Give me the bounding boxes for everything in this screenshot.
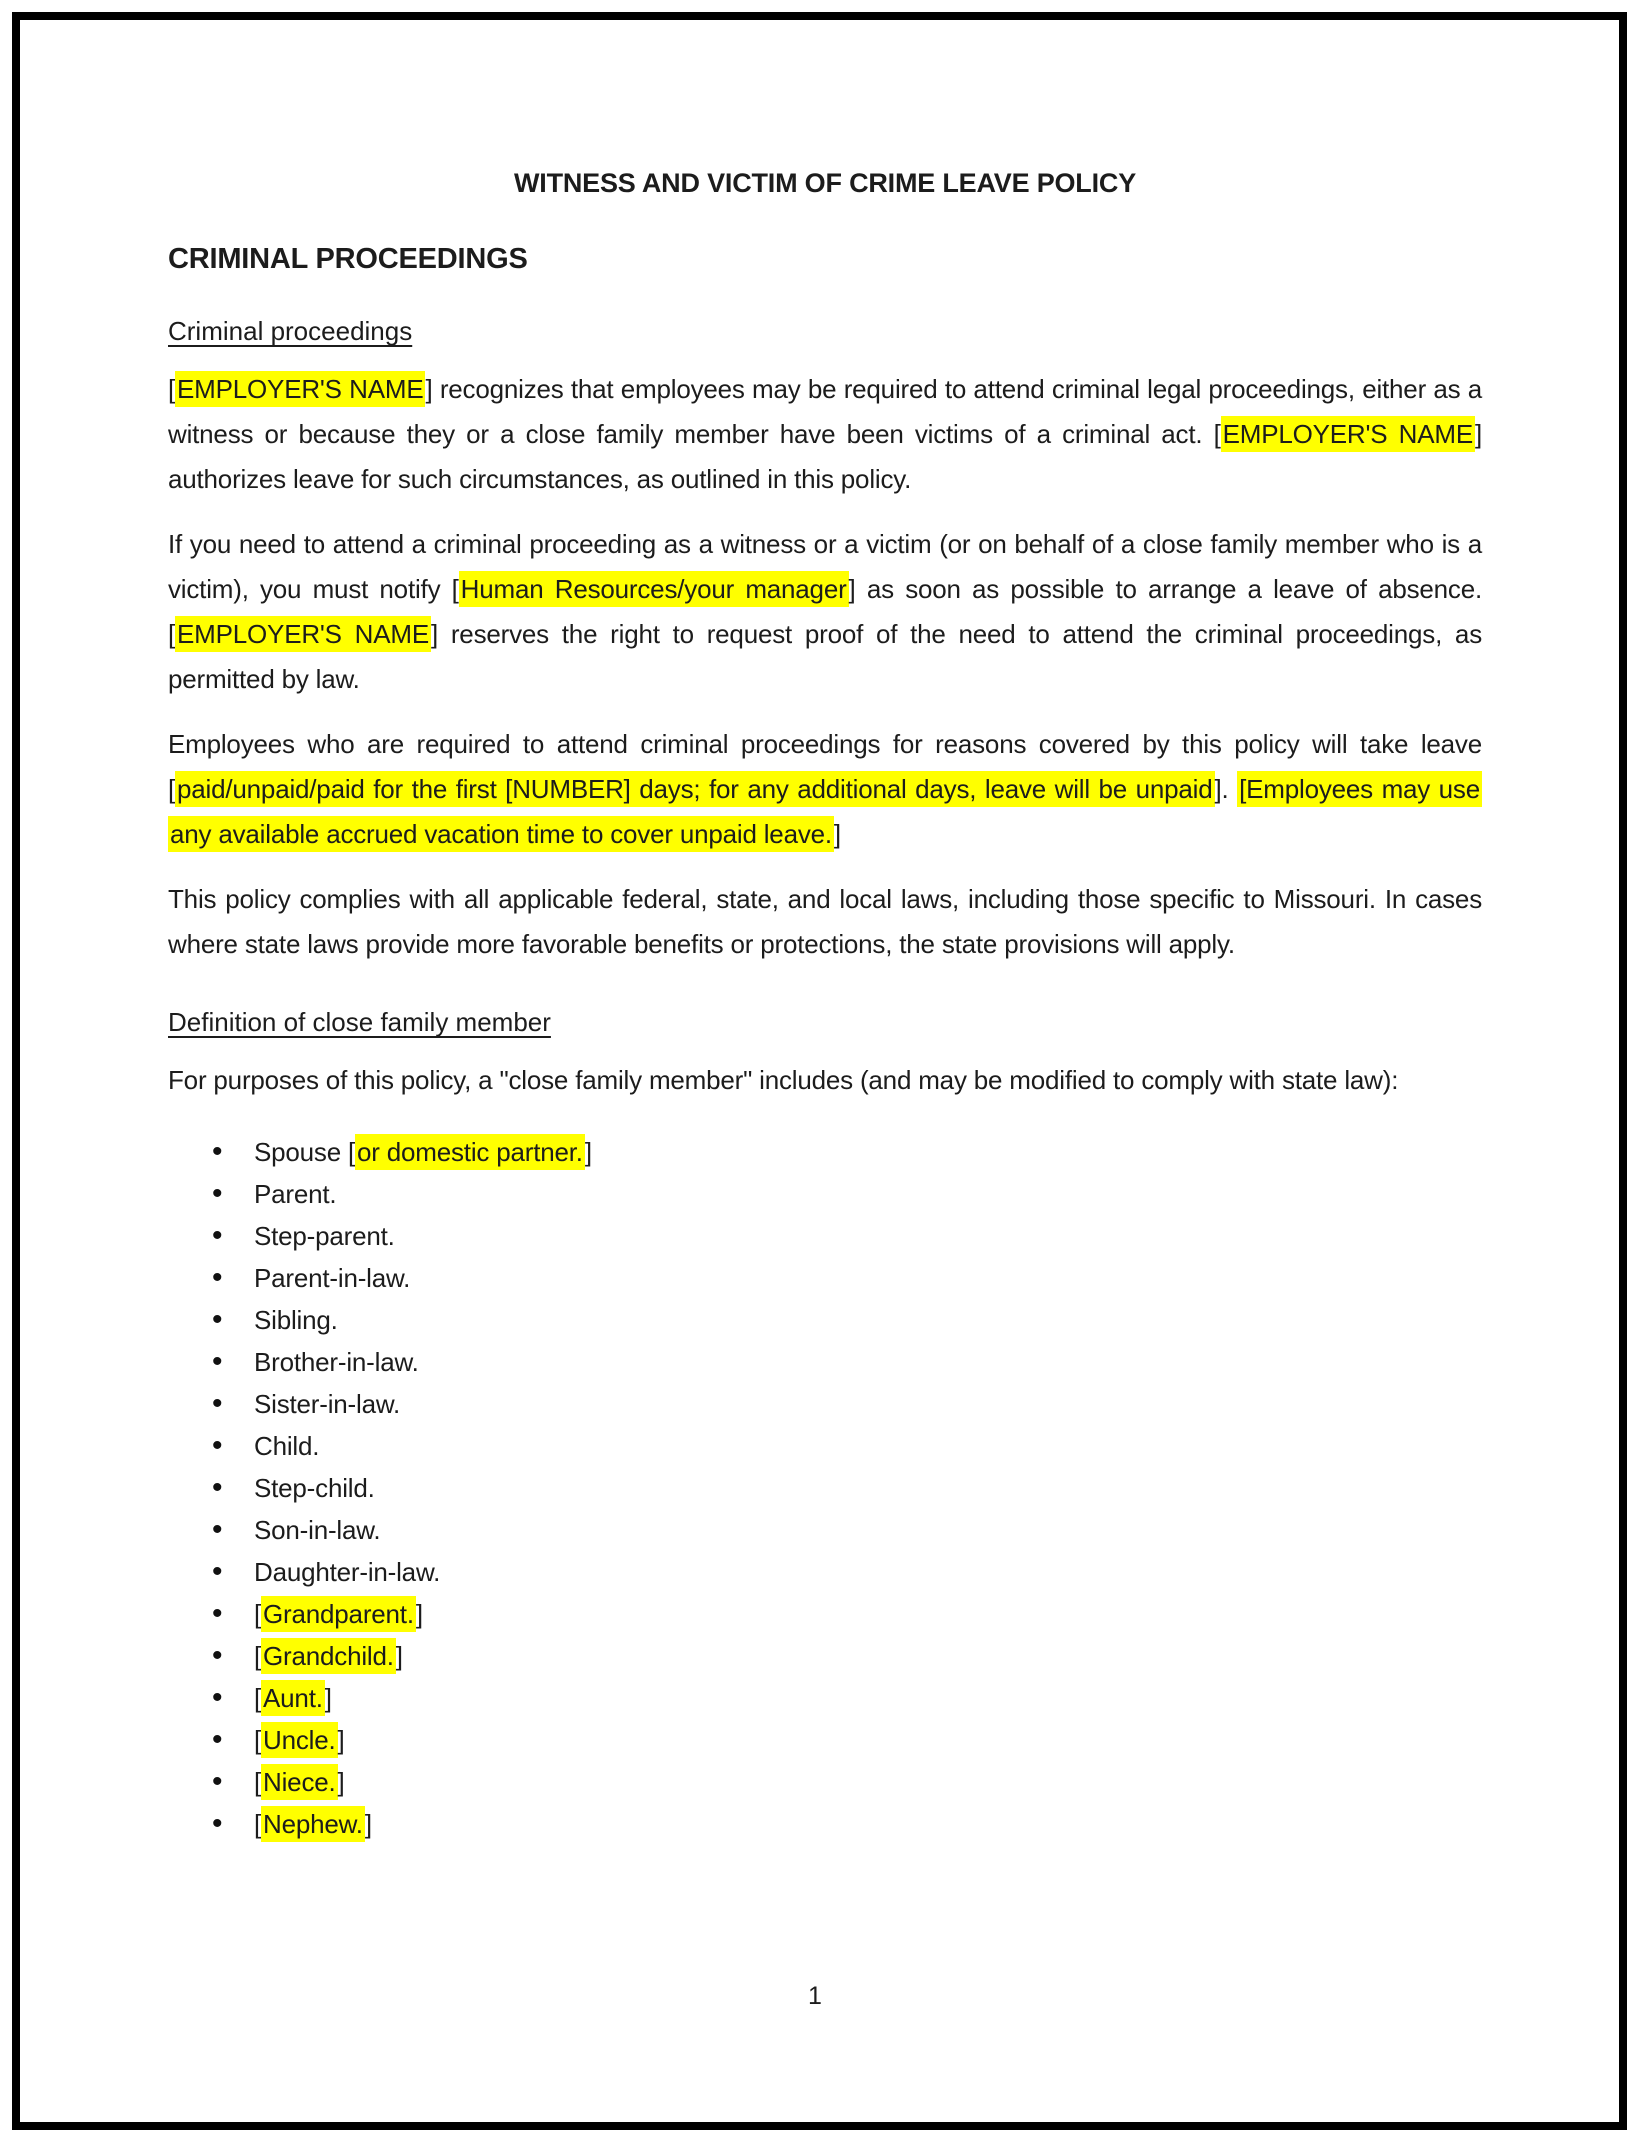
list-item <box>168 1551 1482 1593</box>
text-segment: Parent-in-law. <box>254 1263 411 1293</box>
list-item <box>168 1635 1482 1677</box>
document-title: WITNESS AND VICTIM OF CRIME LEAVE POLICY <box>513 168 1137 198</box>
text-segment: ] <box>833 819 841 849</box>
section-heading: CRIMINAL PROCEEDINGS <box>168 243 528 275</box>
text-segment: ] <box>415 1599 423 1629</box>
list-item <box>168 1677 1482 1719</box>
highlighted-text: Grandparent. <box>261 1596 416 1632</box>
highlighted-text: Nephew. <box>261 1806 365 1842</box>
text-segment: [ <box>254 1725 262 1755</box>
list-item <box>168 1719 1482 1761</box>
text-segment: If you need to attend a criminal proceeding as a witness or a victim (or on behalf of a close family member who is a victim), you must notify [ <box>168 529 1482 604</box>
paragraph-notify-requirements <box>168 522 1482 702</box>
highlighted-text: EMPLOYER'S NAME <box>175 371 425 407</box>
text-segment: Child. <box>254 1431 320 1461</box>
text-segment: ] <box>584 1137 592 1167</box>
text-segment: Son-in-law. <box>254 1515 381 1545</box>
text-segment: [ <box>254 1767 262 1797</box>
text-segment: [ <box>254 1683 262 1713</box>
paragraph-definition-intro <box>168 1058 1482 1103</box>
text-segment: Sibling. <box>254 1305 338 1335</box>
list-item <box>168 1593 1482 1635</box>
text-segment: ] authorizes leave for such circumstances, as outlined in this policy. <box>168 419 1482 494</box>
list-item <box>168 1509 1482 1551</box>
family-member-list <box>168 1131 1482 1845</box>
page-number: 1 <box>808 1982 822 2010</box>
highlighted-text: Grandchild. <box>261 1638 396 1674</box>
list-item <box>168 1215 1482 1257</box>
paragraph-employer-recognizes <box>168 367 1482 502</box>
list-item <box>168 1467 1482 1509</box>
highlighted-text: or domestic partner. <box>355 1134 585 1170</box>
text-segment: [ <box>254 1599 262 1629</box>
text-segment: Sister-in-law. <box>254 1389 401 1419</box>
list-item <box>168 1383 1482 1425</box>
text-segment: ] reserves the right to request proof of the need to attend the criminal proceedings, as permitted by law. <box>168 619 1482 694</box>
list-item <box>168 1341 1482 1383</box>
subheading-criminal-proceedings: Criminal proceedings <box>168 316 413 346</box>
text-segment: ] <box>364 1809 372 1839</box>
text-segment: Parent. <box>254 1179 337 1209</box>
highlighted-text: paid/unpaid/paid for the first [NUMBER] days; for any additional days, leave will be unpaid <box>175 771 1214 807</box>
highlighted-text: Aunt. <box>261 1680 325 1716</box>
paragraph-law-compliance <box>168 877 1482 967</box>
list-item <box>168 1257 1482 1299</box>
text-segment: This policy complies with all applicable federal, state, and local laws, including those specific to Missouri. In cases where state laws provide more favorable benefits or protections, the state provisions will apply. <box>168 884 1482 959</box>
text-segment: [ <box>168 374 176 404</box>
list-item <box>168 1425 1482 1467</box>
text-segment: ] recognizes that employees may be required to attend criminal legal proceedings, either as a witness or because they or a close family member have been victims of a criminal act. [ <box>168 374 1482 449</box>
highlighted-text: Human Resources/your manager <box>459 571 849 607</box>
text-segment: [ <box>254 1641 262 1671</box>
text-segment: Daughter-in-law. <box>254 1557 441 1587</box>
list-item <box>168 1761 1482 1803</box>
list-item <box>168 1173 1482 1215</box>
text-segment: Spouse [ <box>254 1137 356 1167</box>
list-item <box>168 1803 1482 1845</box>
highlighted-text: EMPLOYER'S NAME <box>1221 416 1475 452</box>
text-segment: ] <box>337 1725 345 1755</box>
text-segment: Step-parent. <box>254 1221 395 1251</box>
subheading-definition-close-family: Definition of close family member <box>168 1007 551 1037</box>
document-content <box>168 0 1482 1845</box>
highlighted-text: [Employees may use any available accrued vacation time to cover unpaid leave. <box>168 771 1482 852</box>
highlighted-text: EMPLOYER'S NAME <box>175 616 431 652</box>
text-segment: Employees who are required to attend criminal proceedings for reasons covered by this policy will take leave [ <box>168 729 1482 804</box>
text-segment: ] <box>324 1683 332 1713</box>
highlighted-text: Niece. <box>261 1764 338 1800</box>
text-segment: ] as soon as possible to arrange a leave of absence. [ <box>168 574 1482 649</box>
text-segment: ] <box>395 1641 403 1671</box>
paragraph-leave-pay-terms <box>168 722 1482 857</box>
list-item <box>168 1299 1482 1341</box>
highlighted-text: Uncle. <box>261 1722 338 1758</box>
list-item <box>168 1131 1482 1173</box>
text-segment: Step-child. <box>254 1473 375 1503</box>
text-segment: [ <box>254 1809 262 1839</box>
text-segment: For purposes of this policy, a "close family member" includes (and may be modified to comply with state law): <box>168 1065 1399 1095</box>
text-segment: ] <box>337 1767 345 1797</box>
text-segment: ]. <box>1214 774 1238 804</box>
text-segment: Brother-in-law. <box>254 1347 419 1377</box>
